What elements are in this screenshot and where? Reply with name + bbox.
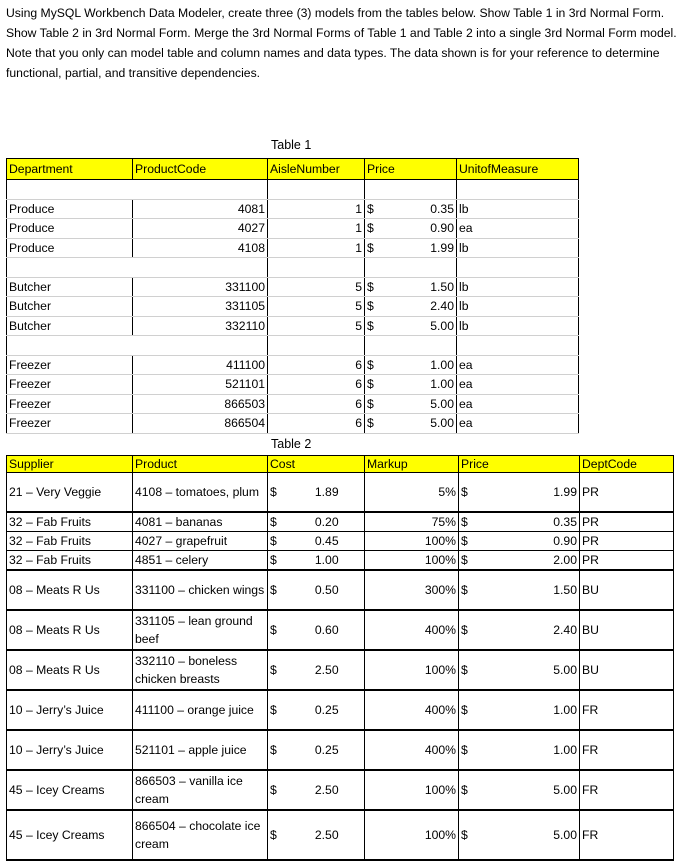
product-cell: 411100 – orange juice [133,690,268,730]
price-currency-cell: $ [459,730,481,770]
markup-cell: 100% [365,770,459,810]
header-markup: Markup [365,456,459,473]
price-currency-cell: $ [459,770,481,810]
supplier-cell: 32 – Fab Fruits [7,532,133,551]
table-row [7,238,579,258]
aisle-cell: 1 [268,238,365,258]
aisle-cell: 6 [268,375,365,395]
supplier-cell: 32 – Fab Fruits [7,551,133,571]
markup-cell: 400% [365,730,459,770]
cost-currency-cell: $ [268,532,290,551]
cost-cell: 1.89 [290,473,365,513]
table2-caption: Table 2 [271,437,312,451]
aisle-cell: 1 [268,199,365,219]
price-cell: 2.40 [481,610,580,650]
price-cell: 5.00 [481,770,580,810]
cost-currency-cell: $ [268,810,290,860]
currency-cell: $ [365,355,387,375]
supplier-cell: 21 – Very Veggie [7,473,133,513]
table-row [7,730,674,770]
supplier-cell: 08 – Meats R Us [7,650,133,690]
unit-cell: ea [457,375,579,395]
table-row [7,650,674,690]
table-row [7,199,579,219]
productcode-cell: 866504 [133,414,268,434]
currency-cell: $ [365,394,387,414]
currency-cell: $ [365,219,387,239]
spacer-row [7,336,579,356]
currency-cell: $ [365,238,387,258]
price-currency-cell: $ [459,512,481,532]
department-cell: Freezer [7,414,133,434]
cost-cell: 2.50 [290,810,365,860]
table-row [7,277,579,297]
price-cell: 5.00 [481,810,580,860]
price-cell: 5.00 [387,414,457,434]
department-cell: Butcher [7,297,133,317]
cost-currency-cell: $ [268,551,290,571]
product-cell: 331105 – lean ground beef [133,610,268,650]
spacer-row [7,180,579,200]
productcode-cell: 4027 [133,219,268,239]
product-cell: 4027 – grapefruit [133,532,268,551]
unit-cell: ea [457,219,579,239]
header-supplier: Supplier [7,456,133,473]
price-cell: 1.99 [481,473,580,513]
table2-header-row [7,456,674,473]
department-cell: Butcher [7,316,133,336]
unit-cell: ea [457,394,579,414]
header-department: Department [7,159,133,180]
header-price: Price [459,456,580,473]
cost-currency-cell: $ [268,690,290,730]
table-row [7,473,674,513]
table-2 [6,455,674,861]
price-cell: 5.00 [387,394,457,414]
currency-cell: $ [365,414,387,434]
header-deptcode: DeptCode [580,456,674,473]
table1-header-row [7,159,579,180]
cost-cell: 0.50 [290,570,365,610]
cost-cell: 0.25 [290,730,365,770]
cost-cell: 0.25 [290,690,365,730]
cost-currency-cell: $ [268,730,290,770]
deptcode-cell: PR [580,532,674,551]
product-cell: 866503 – vanilla ice cream [133,770,268,810]
cost-cell: 1.00 [290,551,365,571]
aisle-cell: 6 [268,414,365,434]
price-cell: 0.90 [481,532,580,551]
cost-currency-cell: $ [268,610,290,650]
markup-cell: 5% [365,473,459,513]
price-cell: 0.35 [387,199,457,219]
table-row [7,551,674,571]
price-cell: 1.00 [387,355,457,375]
deptcode-cell: PR [580,551,674,571]
price-currency-cell: $ [459,570,481,610]
header-unitofmeasure: UnitofMeasure [457,159,579,180]
unit-cell: lb [457,297,579,317]
supplier-cell: 32 – Fab Fruits [7,512,133,532]
aisle-cell: 5 [268,277,365,297]
markup-cell: 100% [365,551,459,571]
price-cell: 1.50 [387,277,457,297]
table-row [7,512,674,532]
header-aislenumber: AisleNumber [268,159,365,180]
currency-cell: $ [365,277,387,297]
table-row [7,610,674,650]
productcode-cell: 4108 [133,238,268,258]
price-currency-cell: $ [459,473,481,513]
supplier-cell: 08 – Meats R Us [7,610,133,650]
header-productcode: ProductCode [133,159,268,180]
cost-cell: 0.20 [290,512,365,532]
markup-cell: 100% [365,810,459,860]
productcode-cell: 4081 [133,199,268,219]
deptcode-cell: PR [580,473,674,513]
currency-cell: $ [365,199,387,219]
product-cell: 332110 – boneless chicken breasts [133,650,268,690]
cost-currency-cell: $ [268,770,290,810]
header-price: Price [365,159,457,180]
currency-cell: $ [365,375,387,395]
price-cell: 2.00 [481,551,580,571]
productcode-cell: 331105 [133,297,268,317]
productcode-cell: 866503 [133,394,268,414]
table-row [7,690,674,730]
deptcode-cell: FR [580,770,674,810]
table-row [7,414,579,434]
currency-cell: $ [365,297,387,317]
department-cell: Freezer [7,375,133,395]
supplier-cell: 10 – Jerry’s Juice [7,690,133,730]
cost-cell: 0.45 [290,532,365,551]
table-row [7,219,579,239]
deptcode-cell: PR [580,512,674,532]
unit-cell: lb [457,238,579,258]
deptcode-cell: FR [580,730,674,770]
department-cell: Produce [7,219,133,239]
department-cell: Butcher [7,277,133,297]
deptcode-cell: BU [580,570,674,610]
spacer-row [7,258,579,278]
table-row [7,532,674,551]
product-cell: 4851 – celery [133,551,268,571]
markup-cell: 100% [365,650,459,690]
markup-cell: 400% [365,610,459,650]
department-cell: Freezer [7,355,133,375]
supplier-cell: 45 – Icey Creams [7,770,133,810]
price-cell: 1.50 [481,570,580,610]
price-cell: 1.99 [387,238,457,258]
price-cell: 5.00 [481,650,580,690]
price-cell: 1.00 [481,690,580,730]
product-cell: 521101 – apple juice [133,730,268,770]
table-row [7,394,579,414]
cost-currency-cell: $ [268,570,290,610]
aisle-cell: 5 [268,316,365,336]
product-cell: 4081 – bananas [133,512,268,532]
cost-currency-cell: $ [268,512,290,532]
department-cell: Produce [7,238,133,258]
productcode-cell: 521101 [133,375,268,395]
markup-cell: 75% [365,512,459,532]
department-cell: Freezer [7,394,133,414]
markup-cell: 400% [365,690,459,730]
cost-cell: 0.60 [290,610,365,650]
supplier-cell: 45 – Icey Creams [7,810,133,860]
markup-cell: 300% [365,570,459,610]
deptcode-cell: BU [580,610,674,650]
supplier-cell: 10 – Jerry’s Juice [7,730,133,770]
price-cell: 5.00 [387,316,457,336]
price-currency-cell: $ [459,690,481,730]
product-cell: 331100 – chicken wings [133,570,268,610]
productcode-cell: 332110 [133,316,268,336]
price-cell: 1.00 [481,730,580,770]
price-currency-cell: $ [459,551,481,571]
table-row [7,297,579,317]
aisle-cell: 6 [268,355,365,375]
unit-cell: ea [457,355,579,375]
deptcode-cell: BU [580,650,674,690]
instructions-text: Using MySQL Workbench Data Modeler, create three (3) models from the tables below. Show Table 1 in 3rd Normal Form. Show Table 2 in 3rd Normal Form. Merge the 3rd Normal Forms of Table 1 and Table 2 into a single 3rd Normal Form model. Note that you only can model table and column names and data types. The data shown is for your reference to determine functional, partial, and transitive dependencies. [6,6,677,80]
table-1 [6,158,579,434]
deptcode-cell: FR [580,810,674,860]
header-product: Product [133,456,268,473]
department-cell: Produce [7,199,133,219]
unit-cell: lb [457,277,579,297]
cost-currency-cell: $ [268,473,290,513]
aisle-cell: 5 [268,297,365,317]
unit-cell: lb [457,199,579,219]
markup-cell: 100% [365,532,459,551]
table-row [7,355,579,375]
aisle-cell: 1 [268,219,365,239]
cost-currency-cell: $ [268,650,290,690]
product-cell: 4108 – tomatoes, plum [133,473,268,513]
cost-cell: 2.50 [290,770,365,810]
price-currency-cell: $ [459,532,481,551]
table-row [7,810,674,860]
unit-cell: ea [457,414,579,434]
aisle-cell: 6 [268,394,365,414]
price-cell: 2.40 [387,297,457,317]
supplier-cell: 08 – Meats R Us [7,570,133,610]
price-currency-cell: $ [459,610,481,650]
cost-cell: 2.50 [290,650,365,690]
table1-caption: Table 1 [271,138,312,152]
price-cell: 0.35 [481,512,580,532]
header-cost: Cost [268,456,365,473]
productcode-cell: 331100 [133,277,268,297]
currency-cell: $ [365,316,387,336]
productcode-cell: 411100 [133,355,268,375]
table-row [7,570,674,610]
price-currency-cell: $ [459,650,481,690]
product-cell: 866504 – chocolate ice cream [133,810,268,860]
deptcode-cell: FR [580,690,674,730]
table-row [7,770,674,810]
price-cell: 0.90 [387,219,457,239]
price-currency-cell: $ [459,810,481,860]
table-row [7,316,579,336]
table-row [7,375,579,395]
unit-cell: lb [457,316,579,336]
price-cell: 1.00 [387,375,457,395]
